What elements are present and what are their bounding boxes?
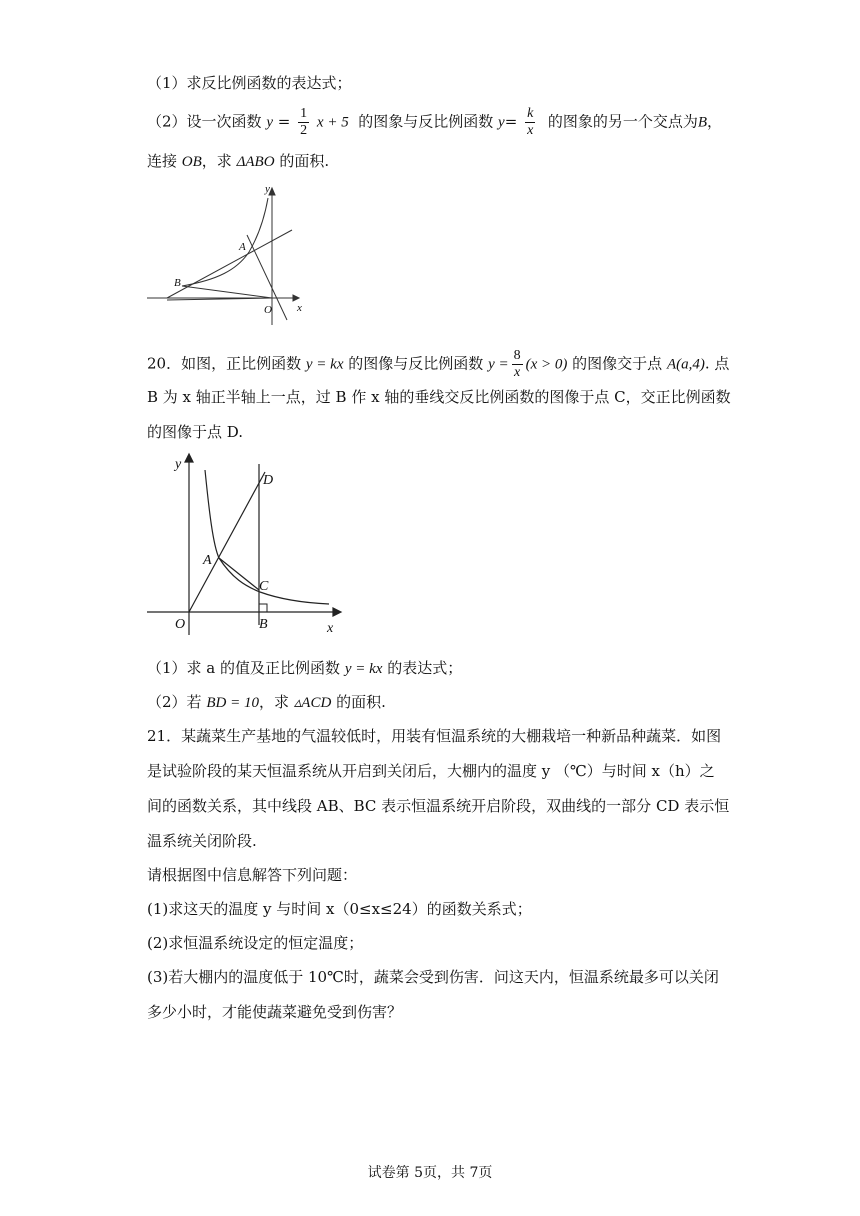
- q19-eq-y2: y: [498, 114, 505, 131]
- q21-prompt: 请根据图中信息解答下列问题：: [147, 866, 358, 884]
- q20-label-D: D: [263, 473, 274, 488]
- q20-line1-d: . 点: [704, 354, 730, 373]
- q21-sub3-line2: 多少小时，才能使蔬菜避免受到伤害？: [147, 1003, 403, 1021]
- q20-line3: 的图像于点 D.: [147, 423, 244, 441]
- q19-eq-equals2: =: [504, 112, 518, 131]
- q19-part2-a: （2）设一次函数: [147, 112, 262, 131]
- q20-point-A: A(a,4): [666, 356, 705, 373]
- q20-fraction: [512, 348, 523, 381]
- q19-part2-f: ，求: [201, 152, 232, 170]
- q20-condition: (x > 0): [525, 356, 568, 373]
- q20-label-x: x: [327, 621, 334, 636]
- q21-line2: 是试验阶段的某天恒温系统从开启到关闭后，大棚内的温度 y （℃）与时间 x（h）之: [147, 762, 715, 780]
- q20-part1-a: （1）求 a 的值及正比例函数: [147, 659, 341, 677]
- q20-part1: [147, 657, 462, 680]
- q19-part2-c: 的图象的另一个交点为: [547, 112, 698, 131]
- q20-label-O: O: [175, 617, 186, 632]
- q19-label-y: y: [265, 183, 270, 195]
- q20-line1: [147, 348, 729, 381]
- q19-figure: [147, 180, 307, 332]
- q20-line1-c: 的图像交于点: [572, 354, 663, 373]
- q19-linear-function: [167, 230, 292, 298]
- q20-part2: [147, 691, 386, 714]
- q19-segment-OB: [182, 286, 272, 298]
- q19-k-den: x: [527, 123, 534, 138]
- q20-figure: [147, 450, 347, 640]
- q20-part2-bd: BD = 10: [206, 695, 259, 711]
- q20-line-OD: [189, 472, 265, 612]
- q19-part2-e: 连接: [147, 152, 178, 170]
- q19-k-num: k: [527, 106, 534, 121]
- q21-sub3-line1: (3)若大棚内的温度低于 10℃时，蔬菜会受到伤害．问这天内，恒温系统最多可以关闭: [147, 968, 719, 986]
- q20-part2-triangle: ▵ACD: [293, 695, 332, 711]
- q19-half-den: 2: [300, 123, 308, 138]
- q20-label-C: C: [259, 579, 269, 594]
- q19-part2-line1: [147, 106, 722, 139]
- q19-label-x: x: [297, 302, 302, 314]
- q20-part2-e: 的面积.: [336, 693, 386, 711]
- q20-line1-a: 20．如图，正比例函数: [147, 354, 302, 373]
- q19-label-O: O: [264, 304, 272, 316]
- q20-line1-b: 的图像与反比例函数: [348, 354, 484, 373]
- q19-hyperbola: [182, 198, 268, 286]
- q19-part1: （1）求反比例函数的表达式；: [147, 74, 352, 92]
- page-footer: 试卷第 5页，共 7页: [367, 1165, 493, 1181]
- q19-eq-y: y: [266, 114, 273, 131]
- q20-y-arrow-icon: [185, 454, 193, 462]
- q20-part2-a: （2）若: [147, 693, 202, 711]
- q20-right-angle-mark: [259, 604, 267, 612]
- q19-part2-b: 的图象与反比例函数: [358, 112, 494, 131]
- q19-point-B: B: [697, 114, 708, 131]
- q19-label-B: B: [174, 277, 181, 289]
- q20-part2-c: ，求: [258, 693, 289, 711]
- q19-y-arrow-icon: [269, 188, 275, 195]
- q19-label-A: A: [239, 241, 246, 253]
- q19-eq-equals: =: [277, 112, 291, 131]
- q21-line3: 间的函数关系，其中线段 AB、BC 表示恒温系统开启阶段，双曲线的一部分 CD 表示恒: [147, 797, 730, 815]
- q19-eq-x5: x + 5: [316, 114, 349, 131]
- q20-line2: B 为 x 轴正半轴上一点，过 B 作 x 轴的垂线交反比例函数的图像于点 C，交正比例函数: [147, 388, 731, 406]
- q19-part2-d: ，: [707, 112, 723, 131]
- q19-k-fraction: [525, 106, 535, 139]
- q20-label-B: B: [259, 617, 268, 632]
- q20-label-y: y: [175, 457, 182, 472]
- q20-part1-c: 的表达式；: [387, 659, 463, 677]
- q19-triangle: ΔABO: [236, 154, 275, 170]
- q19-half-num: 1: [300, 106, 308, 121]
- q19-part2-g: 的面积.: [279, 152, 330, 170]
- q19-half-fraction: [298, 106, 309, 139]
- q20-part1-eq: y = kx: [344, 661, 383, 677]
- q20-eq-ykx: y = kx: [305, 356, 344, 373]
- q20-x-arrow-icon: [333, 608, 341, 616]
- q21-line4: 温系统关闭阶段.: [147, 832, 257, 850]
- q20-eq-y: y =: [488, 356, 509, 373]
- q20-segment-AC: [219, 558, 259, 590]
- q21-sub2: (2)求恒温系统设定的恒定温度；: [147, 934, 364, 952]
- q20-frac-num: 8: [513, 348, 521, 363]
- q21-line1: 21．某蔬菜生产基地的气温较低时，用装有恒温系统的大棚栽培一种新品种蔬菜．如图: [147, 727, 722, 745]
- q19-part2-line2: [147, 150, 329, 173]
- q20-label-A: A: [203, 553, 212, 568]
- q19-seg-OB: OB: [181, 154, 202, 170]
- q19-x-arrow-icon: [293, 295, 299, 301]
- q20-frac-den: x: [513, 365, 521, 380]
- q21-sub1: (1)求这天的温度 y 与时间 x（0≤x≤24）的函数关系式；: [147, 900, 532, 918]
